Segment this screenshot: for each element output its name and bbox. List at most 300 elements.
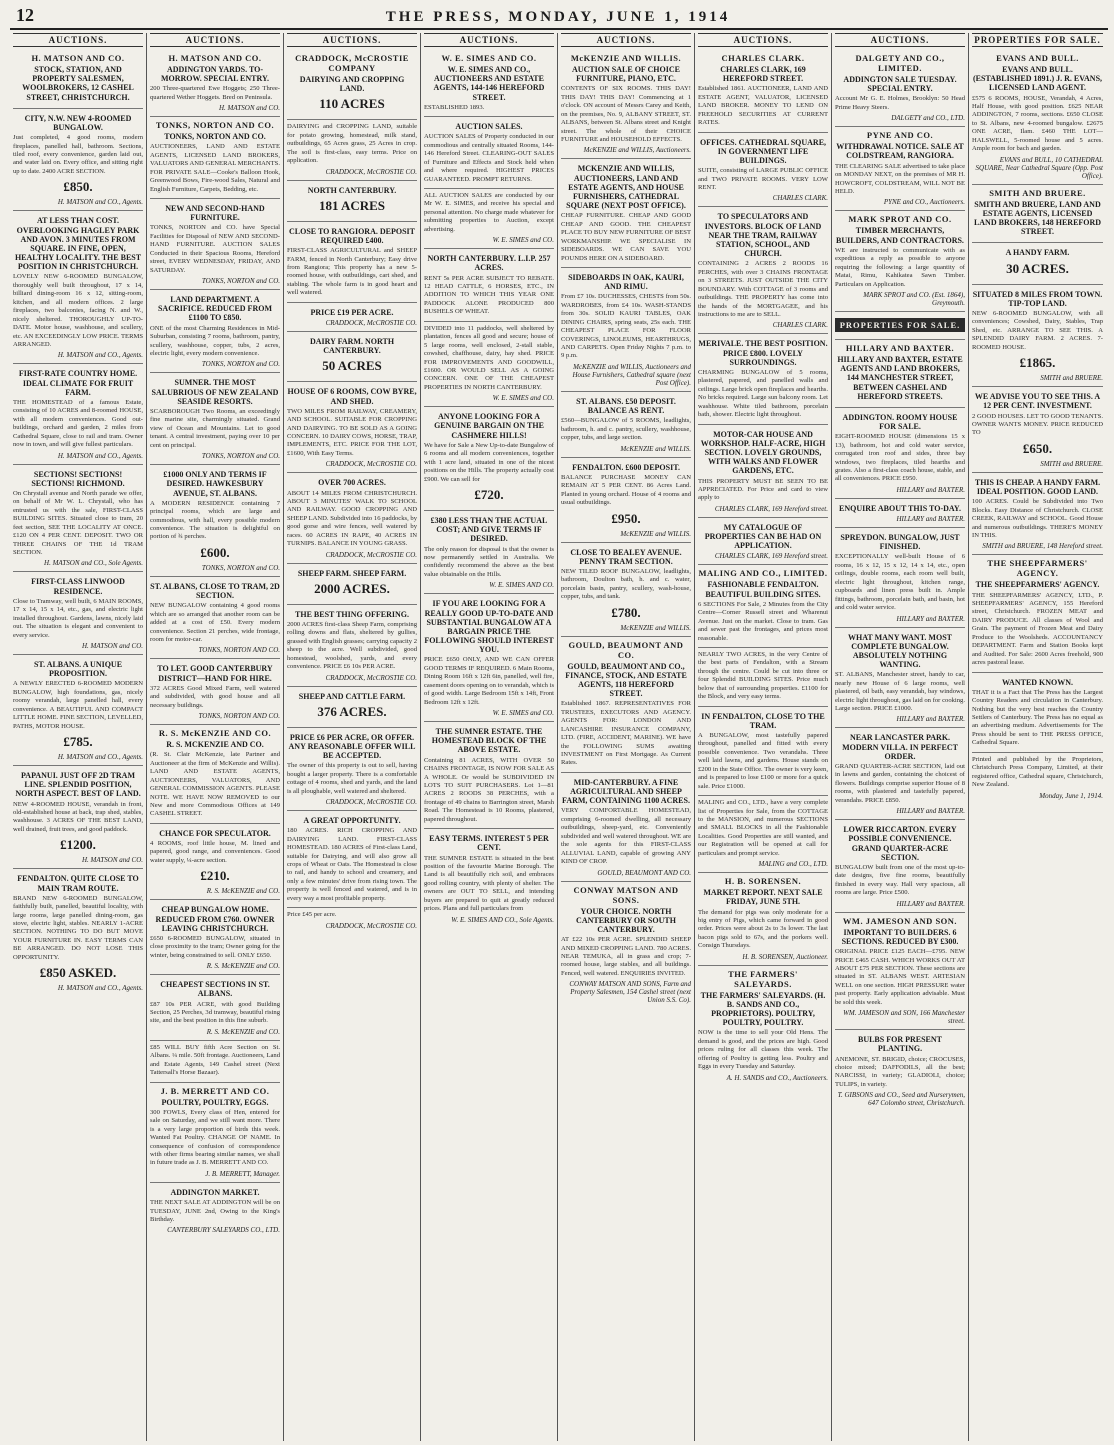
advertisement <box>835 628 965 729</box>
advertiser-name: HILLARY AND BAXTER. <box>845 342 955 353</box>
ad-headline: SIDEBOARDS IN OAK, KAURI, AND RIMU. <box>568 273 684 292</box>
advertisement <box>287 908 417 933</box>
ad-body: VERY COMFORTABLE HOMESTEAD, comprising 6-roomed dwelling, all necessary outbuildings, sheep-yard, etc. Conveniently subdivided and well watered throughout. WE are the sole agents for this FIRST-CLASS ALLUVIAL LAND, capable of growing ANY KIND OF CROP. <box>561 807 691 866</box>
ad-headline: GOULD, BEAUMONT AND CO., FINANCE, STOCK, AND ESTATE AGENTS, 118 HEREFORD STREET. <box>565 661 687 699</box>
ad-body: LOVELY NEW 6-ROOMED BUNGALOW, thoroughly well built throughout, 17 x 14, billiard dining-room 16 x 12, sitting-room, kitchen, and all modern offices. 2 large fireplaces, two balconies, facing N. and W., nicely sheltered. THOROUGHLY UP-TO-DATE. Motor house, washhouse, and scullery, etc. AN EXCEEDINGLY LOW PRICE. TERMS ARRANGED. <box>13 273 143 348</box>
advertiser-name: CONWAY MATSON AND SONS. <box>573 884 679 905</box>
column-header: PROPERTIES FOR SALE. <box>972 33 1103 47</box>
ad-body: ESTABLISHED 1893. <box>424 103 485 111</box>
ad-signature: H. B. SORENSEN, Auctioneer. <box>742 952 828 961</box>
ad-signature: R. S. McKENZIE and CO. <box>206 962 280 971</box>
advertisement <box>972 387 1103 473</box>
ad-headline: SMITH AND BRUERE, LAND AND ESTATE AGENTS, LICENSED LAND BROKERS, 148 HEREFORD STREET. <box>973 199 1102 237</box>
advertisement <box>972 243 1103 284</box>
ad-headline: NEAR LANCASTER PARK. MODERN VILLA. IN PERFECT ORDER. <box>842 733 958 761</box>
advertisement <box>972 50 1103 185</box>
ad-body: THAT it is a Fact that The Press has the Largest Country Readers and circulation in Canterbury. Nothing but the very best reaches the Country Settlers of Canterbury. The Press has no equal as an advertising medium. Advertisements for The Press should be sent to THE PRESS OFFICE, Cathedral Square. <box>972 688 1103 747</box>
ad-body: 2 GOOD HOUSES. LET TO GOOD TENANTS. OWNER WANTS MONEY. PRICE REDUCED TO <box>972 412 1103 437</box>
ad-signature: H. MATSON and CO., Sole Agents. <box>44 559 143 568</box>
ad-body: RENT 5s PER ACRE SUBJECT TO REBATE. 12 HEAD CATTLE, 6 HORSES, ETC., IN ADDITION TO WHICH THIS YEAR ONE PADDOCK ALONE PRODUCED 800 BUSHELS OF WHEAT. <box>424 274 554 316</box>
advertisement <box>698 133 828 208</box>
column-header: AUCTIONS. <box>13 33 143 47</box>
ad-headline: MID-CANTERBURY. A FINE AGRICULTURAL AND SHEEP FARM, CONTAINING 1100 ACRES. <box>562 777 690 806</box>
ad-body: AT £22 10s PER ACRE. SPLENDID SHEEP AND MIXED CROPPING LAND. 780 ACRES. NEAR TEMUKA, all in grass and crop; 7-roomed house, large stables, and all buildings. Fenced, well watered. ENQUIRIES INVITED. <box>561 936 691 977</box>
advertiser-name: CRADDOCK, McCROSTIE COMPANY <box>295 53 409 73</box>
ad-body: £87 10s PER ACRE, with good Building Section, 25 Perches, 3d tramway, beautiful rising site, and the best position in this fine suburb. <box>150 1000 280 1025</box>
advertiser-name: W. E. SIMES AND CO. <box>441 53 537 63</box>
ad-signature: W. E. SIMES and CO. <box>492 394 554 403</box>
ad-body: WE are instructed to communicate with as expeditious a reply as possible to anyone requiring the following: a large quantity of Matai, Rimu, Kahikatea Sawn Timber. Particulars on Application. <box>835 246 965 288</box>
ad-signature: W. E. SIMES AND CO. <box>489 581 554 590</box>
ad-headline: WHAT MANY WANT. MOST COMPLETE BUNGALOW. ABSOLUTELY NOTHING WANTING. <box>847 632 952 670</box>
advertisement <box>13 655 143 766</box>
advertisement <box>972 555 1103 672</box>
advertisement <box>835 211 965 312</box>
column-8 <box>969 33 1106 1441</box>
ad-headline: R. S. MCKENZIE AND CO. <box>166 740 264 750</box>
advertisement <box>424 50 554 117</box>
ad-signature: CRADDOCK, McCROSTIE CO. <box>325 318 417 327</box>
ad-price: £210. <box>200 868 230 884</box>
ad-price: £720. <box>474 487 504 502</box>
ad-body: DAIRYING and CROPPING LAND, suitable for potato growing, homestead, milk stand, outbuildings, 65 Acres grass, 25 Acres in crop. The soil is first-class, easy terms. Price on application. <box>287 123 417 165</box>
advertisement <box>150 975 280 1041</box>
ad-headline: £1000 ONLY AND TERMS IF DESIRED. HAWKESBURY AVENUE, ST. ALBANS. <box>163 470 267 498</box>
column-header: AUCTIONS. <box>835 33 965 47</box>
advertisement <box>287 382 417 473</box>
advertiser-name: MALING AND CO., LIMITED. <box>698 568 828 579</box>
ad-headline: CLOSE TO BEALEY AVENUE. PENNY TRAM SECTION. <box>570 547 682 566</box>
ad-signature: WM. JAMESON and SON, 166 Manchester street. <box>843 1009 965 1026</box>
advertisement <box>972 673 1103 753</box>
advertiser-name: H. MATSON AND CO. <box>31 53 125 63</box>
advertisement <box>287 120 417 180</box>
ad-body: BUNGALOW built from one of the most up-to-date designs, five fine rooms, beautifully finished in every way. Hall very spacious, all rooms are large. Price £500. <box>835 863 965 897</box>
advertisement <box>561 268 691 392</box>
ad-body: TONKS, NORTON and CO. have Special Facilities for Disposal of NEW AND SECOND-HAND FURNITURE. AUCTION SALES Conducted in their Spacious Rooms, Hereford street, EVERY WEDNESDAY, FRIDAY, AND SATURDAY. <box>150 224 280 274</box>
ad-headline: WANTED KNOWN. <box>1001 677 1074 687</box>
ad-body: 180 ACRES. RICH CROPPING AND DAIRYING LAND. FIRST-CLASS HOMESTEAD. 180 ACRES of First-class Land, suitable for Dairying, and will also grow all crops of Wheat or Oats. The Homestead is close to rail, and handy to school and creamery, and only a few minutes' drive from rising town. The property is well fenced and watered, and is in every way a most profitable property. <box>287 827 417 902</box>
ad-price: 2000 ACRES. <box>314 580 390 596</box>
advertisement <box>972 185 1103 244</box>
ad-price: £950. <box>611 510 641 526</box>
ad-body: NEARLY TWO ACRES, in the very Centre of the best parts of Fendalton, with a Stream through the centre. Could be cut into three or four Splendid BUILDING SITES. Price much below that of surrounding properties. £1100 for the Block, and very easy terms. <box>698 651 828 701</box>
ad-headline: LOWER RICCARTON. EVERY POSSIBLE CONVENIENCE. GRAND QUARTER-ACRE SECTION. <box>843 825 957 862</box>
ad-headline: PAPANUI. JUST OFF 2D TRAM LINE. SPLENDID POSITION, NORTH ASPECT. BEST OF LAND. <box>15 771 141 799</box>
ad-body: Established 1861. AUCTIONEER, LAND AND ESTATE AGENT, VALUATOR, LICENSED LAND BROKER. MONEY TO LEND ON FREEHOLD SECURITIES AT CURRENT RATES. <box>698 85 828 127</box>
advertisement <box>561 50 691 159</box>
ad-signature: T. GIBSONS and CO., Seed and Nurserymen, 647 Colombo street, Christchurch. <box>837 1091 965 1108</box>
ad-signature: H. MATSON and CO., Agents. <box>57 198 143 207</box>
ad-signature: HILLARY and BAXTER. <box>896 807 965 816</box>
ad-price: £785. <box>63 734 93 749</box>
ad-body: NEW TILED ROOF BUNGALOW, leadlights, bathroom, Doulton bath, h. and c. water, porcelain basin, pantry, scullery, wash-house, copper, tubs, and tank. <box>561 567 691 601</box>
ad-body: THE NEXT SALE AT ADDINGTON will be on TUESDAY, JUNE 2nd, Owing to the King's Birthday. <box>150 1199 280 1223</box>
advertisement <box>424 722 554 829</box>
ad-headline: PROPERTIES FOR SALE. <box>835 318 965 332</box>
ad-signature: H. MATSON and CO., Agents. <box>57 753 143 761</box>
ad-price: 376 ACRES. <box>317 703 387 719</box>
ad-headline: AUCTION SALE OF CHOICE FURNITURE, PIANO, ETC. <box>572 65 680 84</box>
advertisement <box>698 873 828 966</box>
ad-headline: STOCK, STATION, AND PROPERTY SALESMEN, WOOLBROKERS, 12 CASHEL STREET, CHRISTCHURCH. <box>22 65 134 102</box>
ad-price: 181 ACRES <box>318 197 386 213</box>
ad-body: SUITE, consisting of LARGE PUBLIC OFFICE and TWO PRIVATE ROOMS. VERY LOW RENT. <box>698 167 828 191</box>
page-number: 12 <box>16 5 34 25</box>
advertisement <box>287 473 417 563</box>
ad-body: The owner of this property is out to sell, having bought a larger property. There is a comfortable cottage of 4 rooms, shed and yards, and the land is all ploughable, well watered and sheltered. <box>287 762 417 795</box>
column-header: AUCTIONS. <box>424 33 554 47</box>
advertisement <box>698 565 828 648</box>
ad-signature: SMITH and BRUERE. <box>1040 374 1103 383</box>
advertisement <box>698 334 828 424</box>
ad-signature: HILLARY and BAXTER. <box>896 715 965 724</box>
ad-body: The demand for pigs was only moderate for a big entry of Pigs, which came forward in good order. Prices were about 2s to 3s lower. The last bacon pigs sold to 67s, and the porkers well. Consign Thursdays. <box>698 908 828 950</box>
ad-signature: TONKS, NORTON AND CO. <box>198 712 280 721</box>
ad-headline: FASHIONABLE FENDALTON. BEAUTIFUL BUILDING SITES. <box>705 580 821 599</box>
ad-signature: CHARLES CLARK. <box>772 321 828 330</box>
advertisement <box>424 249 554 322</box>
advertisement <box>835 50 965 127</box>
advertisement <box>561 458 691 543</box>
ad-body: We have for Sale a New Up-to-date Bungalow of 6 rooms and all modern conveniences, together with 1 acre land, situated in one of the nicest positions on the Hills. The property actually cost £900. We can sell for <box>424 441 554 483</box>
ad-headline: ANYONE LOOKING FOR A GENUINE BARGAIN ON THE CASHMERE HILLS! <box>434 412 544 440</box>
ad-body: Established 1867. REPRESENTATIVES FOR TRUSTEES, EXECUTORS AND AGENCY. AGENTS FOR: LONDON AND LANCASHIRE INSURANCE COMPANY, LTD. (FIRE, ACCIDENT, MARINE). WE have the FOLLOWING SUMS awaiting INVESTMENT on First Mortgage. As Current Rates. <box>561 700 691 767</box>
ad-signature: HILLARY and BAXTER. <box>896 515 965 524</box>
ad-headline: TO SPECULATORS AND INVESTORS. BLOCK OF LAND NEAR THE TRAM, RAILWAY STATION, SCHOOL, AND CHURCH. <box>704 212 822 259</box>
ad-signature: TONKS, NORTON and CO. <box>201 563 280 572</box>
ad-signature: TONKS, NORTON and CO. <box>201 452 280 461</box>
advertisement <box>150 117 280 199</box>
advertisement <box>150 373 280 465</box>
advertisement <box>150 659 280 725</box>
ad-headline: HOUSE OF 6 ROOMS, COW BYRE, AND SHED. <box>287 387 417 406</box>
ad-signature: H. MATSON and CO., Agents. <box>57 351 143 360</box>
ad-price: £850 ASKED. <box>39 965 117 981</box>
advertisement <box>698 648 828 707</box>
ad-body: NEW 4-ROOMED HOUSE, verandah in front, old-established house at back, trap shed, stables, washhouse. 3 ACRES OF THE BEST LAND, well drained, fruit trees, and good paddock. <box>13 800 143 833</box>
column-2 <box>147 33 284 1441</box>
ad-body: £650 6-ROOMED BUNGALOW, situated in close proximity to the tram; Owner going for the winter, being constrained to sell. ONLY £650. <box>150 934 280 959</box>
ad-headline: FIRST-RATE COUNTRY HOME. IDEAL CLIMATE FOR FRUIT FARM. <box>18 369 138 397</box>
ad-body: ONE of the most Charming Residences in Mid-Suburban, consisting 7 rooms, bathroom, pantry, scullery, washhouse, copper, tubs, 2 acres, electric light, every modern convenience. <box>150 324 280 357</box>
advertisement <box>150 1183 280 1239</box>
advertisement <box>424 407 554 511</box>
ad-signature: H. MATSON and CO. <box>82 642 143 650</box>
ad-headline: TO LET. GOOD CANTERBURY DISTRICT—HAND FOR HIRE. <box>157 664 273 683</box>
ad-signature: CRADDOCK, McCROSTIE CO. <box>325 673 417 682</box>
ad-price: £1200. <box>60 837 96 853</box>
ad-signature: J. B. MERRETT, Manager. <box>205 1169 280 1178</box>
ad-headline: W. E. SIMES AND CO., AUCTIONEERS AND ESTATE AGENTS, 144-146 HEREFORD STREET. <box>433 65 545 102</box>
ad-body: MALING and CO., LTD., have a very complete list of Properties for Sale, from the COTTAGE to the MANSION, and numerous SECTIONS and SMALL BLOCKS in all the Fashionable Localities. Good Properties are still wanted, and our Registration will be opened at call for particulars and prompt service. <box>698 799 828 857</box>
ad-body: ALL AUCTION SALES are conducted by our Mr W. E. SIMES, and receive his special and personal attention. No charge made whatever for submitting properties to Auction, except advertising. <box>424 192 554 233</box>
advertiser-name: EVANS AND BULL. <box>996 53 1079 63</box>
ad-body: 2000 ACRES first-class Sheep Farm, comprising rolling downs and flats, sheltered by gullies, grassed with English grasses; carrying capacity 2 sheep to the acre. Well subdivided, good homestead, woolshed, yards, and every convenience. PRICE £6 10s PER ACRE. <box>287 620 417 671</box>
advertisement <box>13 465 143 573</box>
columns-container <box>10 33 1108 1441</box>
advertisement <box>835 312 965 340</box>
ad-headline: ST. ALBANS. A UNIQUE PROPOSITION. <box>33 660 123 679</box>
ad-headline: EASY TERMS. INTEREST 5 PER CENT. <box>429 834 549 853</box>
ad-body: ORIGINAL PRICE £125 EACH—£795. NEW PRICE £465 CASH. WHICH WORKS OUT AT ABOUT £75 PER SECTION. These sections are situated in ST. ALBANS WEST. ARTESIAN WELL on one section. HIGH PRESSURE water past property. Early application advisable. Must be sold this week. <box>835 948 965 1006</box>
ad-headline: MOTOR-CAR HOUSE AND WORKSHOP. HALF-ACRE, HIGH SECTION. LOVELY GROUNDS, WITH WALKS AND FLOWER GARDENS, ETC. <box>700 429 826 476</box>
ad-signature: McKENZIE and WILLIS, Auctioneers and House Furnishers, Cathedral square (next Post Office). <box>572 362 691 387</box>
ad-body: NEW 6-ROOMED BUNGALOW, with all conveniences; Cowshed, Dairy, Stables, Trap Shed, etc. ARRANGE TO SEE THIS. A SPLENDID DAIRY FARM. 2 ACRES. 7-ROOMED HOUSE. <box>972 309 1103 351</box>
advertisement <box>835 408 965 499</box>
advertisement <box>287 605 417 687</box>
ad-body: Close to Tramway, well built, 6 MAIN ROOMS, 17 x 14, 15 x 14, etc., gas, and electric light installed throughout. Gardens, lawns, nicely laid out. The situation is elegant and convenient to every service. <box>13 597 143 639</box>
advertisement <box>835 1030 965 1111</box>
advertisement <box>698 207 828 334</box>
ad-headline: CHANCE FOR SPECULATOR. <box>159 828 271 838</box>
column-1 <box>10 33 147 1441</box>
ad-headline: ADDINGTON. ROOMY HOUSE FOR SALE. <box>842 412 958 432</box>
ad-headline: CHARLES CLARK, 169 HEREFORD STREET. <box>720 65 806 84</box>
ad-body: CHARMING BUNGALOW of 5 rooms, plastered, papered, and panelled walls and ceilings. Large brick open fireplaces and hearths. No bricks required. Large sun balcony room. Let washhouse. White tiled bathroom, porcelain bath, shower. Electric light throughout. <box>698 369 828 419</box>
column-header: AUCTIONS. <box>287 33 417 47</box>
ad-headline: MCKENZIE AND WILLIS, AUCTIONEERS, LAND AND ESTATE AGENTS, AND HOUSE FURNISHERS, CATHEDRAL SQUARE (NEXT POST OFFICE). <box>566 164 686 211</box>
advertisement <box>150 50 280 117</box>
advertisement <box>424 829 554 927</box>
advertisement <box>13 364 143 464</box>
column-3 <box>284 33 421 1441</box>
ad-headline: THE SHEEPFARMERS' AGENCY. <box>975 580 1100 590</box>
advertisement <box>287 303 417 332</box>
advertisement <box>287 687 417 728</box>
advertisement <box>561 543 691 637</box>
advertiser-name: THE FARMERS' SALEYARDS. <box>728 968 798 989</box>
ad-headline: OFFICES. CATHEDRAL SQUARE, IN GOVERNMENT LIFE BUILDINGS. <box>699 137 827 165</box>
ad-signature: CRADDOCK, McCROSTIE CO. <box>325 550 417 559</box>
ad-body: ANEMONE, ST. BRIGID, choice; CROCUSES, choice mixed; DAFFODILS, all the best; NARCISSI, in variety; GLADIOLI, choice; TULIPS, in variety. <box>835 1055 965 1088</box>
advertiser-name: H. MATSON AND CO. <box>168 53 262 63</box>
ad-signature: McKENZIE and WILLIS, Auctioneers. <box>583 146 691 155</box>
ad-headline: FENDALTON. £600 DEPOSIT. <box>572 462 680 472</box>
ad-body: THE SUMNER ESTATE is situated in the best position of the favourite Marine Borough. The Land is all beautifully rich soil, and embraces good rolling country, with plenty of shelter. The owners are OUT TO SELL, and intending buyers are prepared to quit at greatly reduced prices. Plans and full particulars from <box>424 854 554 913</box>
advertisement <box>561 773 691 882</box>
advertiser-name: GOULD, BEAUMONT AND CO. <box>568 639 684 660</box>
advertiser-name: DALGETY AND CO., LIMITED. <box>855 53 945 73</box>
ad-headline: AUCTION SALES. <box>455 122 523 132</box>
ad-signature: CANTERBURY SALEYARDS CO., LTD. <box>167 1226 280 1235</box>
advertisement <box>835 528 965 627</box>
advertisement <box>13 869 143 996</box>
ad-headline: SUMNER. THE MOST SALUBRIOUS OF NEW ZEALAND SEASIDE RESORTS. <box>151 378 279 406</box>
ad-body: 372 ACRES Good Mixed Farm, well watered and subdivided, with good house and all necessary buildings. <box>150 684 280 709</box>
advertisement <box>424 594 554 722</box>
masthead-title: THE PRESS, MONDAY, JUNE 1, 1914 <box>385 9 731 25</box>
ad-signature: HILLARY and BAXTER. <box>896 485 965 494</box>
column-4 <box>421 33 558 1441</box>
ad-body: Account Mr G. E. Holmes, Brooklyn: 50 Head Prime Heavy Steers. <box>835 95 965 111</box>
ad-headline: ST. ALBANS, CLOSE TO TRAM, 2D SECTION. <box>150 581 280 601</box>
advertisement <box>287 181 417 222</box>
advertisement <box>561 637 691 773</box>
ad-headline: OVER 700 ACRES. <box>318 478 386 488</box>
advertisement <box>150 824 280 901</box>
ad-body: AUCTION SALES of Property conducted in our commodious and centrally situated Rooms, 144-146 Hereford Street. CLEARING-OUT SALES of Furniture and Effects and Stock held when and where required. HIGHEST PRICES GUARANTEED. PROMPT RETURNS. <box>424 133 554 183</box>
column-header: AUCTIONS. <box>561 33 691 47</box>
advertiser-name: CHARLES CLARK. <box>721 53 805 63</box>
ad-headline: THE FARMERS' SALEYARDS. (H. B. SANDS AND CO., PROPRIETORS). POULTRY, POULTRY, POULTRY. <box>700 990 826 1028</box>
ad-signature: CRADDOCK, McCROSTIE CO. <box>325 921 417 930</box>
ad-headline: A HANDY FARM. <box>1005 248 1070 258</box>
ad-body: BRAND NEW 6-ROOMED BUNGALOW, faithfully built, panelled, beautiful locality, with large rooms, large panelled dining-room, gas stove, electric light, stables. NEARLY 1-ACRE SECTION. NOTHING TO DO BUT MOVE YOUR FURNITURE IN. EASY TERMS CAN BE ARRANGED. DO NOT LOSE THIS OPPORTUNITY. <box>13 894 143 961</box>
ad-price: 50 ACRES <box>322 358 382 374</box>
advertisement <box>561 882 691 1009</box>
ad-body: FIRST-CLASS AGRICULTURAL and SHEEP FARM, fenced in North Canterbury; Easy drive from Rangiora; This property has a new 5-roomed house, with outbuildings, cart shed, and stabling. The whole farm is in good heart and well watered. <box>287 247 417 297</box>
ad-body: A NEWLY ERECTED 6-ROOMED MODERN BUNGALOW, high foundations, gas, nicely roomy verandah, large panelled hall, every convenience. A BEAUTIFUL AND COMPACT LITTLE HOME. FINE SECTION, LEVELLED, PATHS, MOTOR HOUSE. <box>13 680 143 730</box>
ad-signature: W. E. SIMES AND CO., Sole Agents. <box>451 915 554 924</box>
advertisement <box>424 511 554 594</box>
ad-headline: HILLARY AND BAXTER, ESTATE AGENTS AND LAND BROKERS, 144 MANCHESTER STREET, BETWEEN CASHEL AND HEREFORD STREETS. <box>837 354 963 401</box>
advertisement <box>424 117 554 189</box>
ad-body: From £7 10s. DUCHESSES, CHESTS from 50s. WARDROBES, from £4 10s. WASH-STANDS from 30s. SOLID KAURI TABLES, OAK DINING CHAIRS, spring seats, 25s each. THE CHEAPEST PLACE FOR FLOOR COVERINGS, LINOLEUMS, HEARTHRUGS, AND CARPETS. Open Friday Nights 7 p.m. to 9 p.m. <box>561 293 691 360</box>
ad-headline: £380 LESS THAN THE ACTUAL COST; AND GIVE TERMS IF DESIRED. <box>430 516 548 544</box>
ad-signature: H. MATSON and CO. <box>82 856 143 865</box>
advertisement <box>150 1041 280 1083</box>
ad-headline: EVANS AND BULL. (ESTABLISHED 1891.) J. R. EVANS, LICENSED LAND AGENT. <box>972 65 1103 93</box>
advertisement <box>287 222 417 303</box>
ad-headline: THE BEST THING OFFERING. <box>295 609 409 619</box>
advertisement <box>561 159 691 268</box>
ad-body: CONTAINING 2 ACRES 2 ROODS 16 PERCHES, with over 3 CHAINS FRONTAGE on 3 STREETS. JUST OUTSIDE THE CITY BOUNDARY. With COTTAGE of 3 rooms and outbuildings. THE PROPERTY has come into the hands of the MORTGAGEE, and his instructions to me are to SELL. <box>698 260 828 318</box>
advertisement <box>13 50 143 109</box>
advertisement <box>835 820 965 913</box>
advertisement <box>698 518 828 566</box>
ad-headline: ADDINGTON SALE TUESDAY. SPECIAL ENTRY. <box>843 75 957 94</box>
ad-headline: IN FENDALTON, CLOSE TO THE TRAM. <box>701 711 825 730</box>
ad-headline: MERIVALE. THE BEST POSITION. PRICE £800. LOVELY SURROUNDINGS. <box>698 339 828 367</box>
ad-body: Containing 81 ACRES, WITH OVER 50 CHAINS FRONTAGE, IS NOW FOR SALE AS A WHOLE. Or would be SUBDIVIDED IN LOTS TO SUIT PURCHASERS. Lot 1—81 ACRES 2 ROODS 38 PERCHES, with a frontage of 49 chains to Barrington street, Marsh Road. The Homestead is 10 Rooms, plastered, papered throughout. <box>424 756 554 823</box>
ad-signature: H. MATSON and CO. <box>219 104 280 113</box>
ad-body: Printed and published by the Proprietors, Christchurch Press Company, Limited, at their registered office, Cathedral square, Christchurch, New Zealand. <box>972 755 1103 789</box>
ad-body: GRAND QUARTER-ACRE SECTION, laid out in lawns and garden, containing the choicest of flowers. Buildings comprise superior House of 8 rooms, with plastered and tastefully papered, verandahs. PRICE £850. <box>835 763 965 804</box>
column-6 <box>695 33 832 1441</box>
ad-headline: TIMBER MERCHANTS, BUILDERS, AND CONTRACTORS. <box>836 226 964 245</box>
ad-signature: SMITH and BRUERE. <box>1040 459 1103 468</box>
ad-signature: CONWAY MATSON AND SONS, Farm and Property Salesmen, 154 Cashel street (next Union S.S. Co). <box>569 980 691 1005</box>
advertisement <box>287 332 417 382</box>
ad-body: 300 FOWLS, Every class of Hen, entered for sale on Saturday, and we still want more. There is a very large proportion of birds this week. Wanted Fat Poultry. CHANGE OF NAME. In consequence of confusion of correspondence with other firms bearing similar names, we shall in future trade as J. B. MERRETT AND CO. <box>150 1108 280 1167</box>
ad-signature: CRADDOCK, McCROSTIE CO. <box>325 167 417 176</box>
advertisement <box>835 340 965 408</box>
ad-headline: THE SUMNER ESTATE. THE HOMESTEAD BLOCK OF THE ABOVE ESTATE. <box>431 727 547 755</box>
ad-headline: NEW AND SECOND-HAND FURNITURE. <box>165 204 265 223</box>
column-header: AUCTIONS. <box>698 33 828 47</box>
ad-headline: IMPORTANT TO BUILDERS. 6 SECTIONS. REDUCED BY £300. <box>841 927 959 946</box>
ad-price: £650. <box>1022 440 1053 456</box>
advertisement <box>972 285 1103 388</box>
advertisement <box>150 1083 280 1183</box>
ad-signature: MALING and CO., LTD. <box>758 860 828 869</box>
advertiser-name: WM. JAMESON AND SON. <box>842 915 958 926</box>
ad-headline: SECTIONS! SECTIONS! SECTIONS! RICHMOND. <box>31 469 125 488</box>
ad-body: THE CLEARING SALE advertised to take place on MONDAY NEXT, on the premises of MR H. HOWCROFT, COLDSTREAM, WILL NOT BE HELD. <box>835 162 965 195</box>
ad-signature: R. S. McKENZIE and CO. <box>206 1027 280 1036</box>
ad-signature: HILLARY and BAXTER. <box>896 614 965 623</box>
ad-headline: A GREAT OPPORTUNITY. <box>303 816 401 826</box>
ad-body: ABOUT 14 MILES FROM CHRISTCHURCH. ABOUT 3 MINUTES' WALK TO SCHOOL AND RAILWAY. GOOD CROPPING AND SHEEP LAND. Subdivided into 16 paddocks, by good gorse and wire fences, well watered by races. 60 ACRES IN RAPE, 40 ACRES IN TURNIPS. BALANCE IN YOUNG GRASS. <box>287 489 417 548</box>
advertisement <box>287 50 417 120</box>
ad-body: CHEAP FURNITURE. CHEAP AND GOOD CHEAP AND GOOD. THE CHEAPEST PLACE TO BUY NEW FURNITURE OF BEST WORKMANSHIP. WE SPECIALISE IN SIDEBOARDS. WE CAN SAVE YOU POUNDS HERE ON A SIDEBOARD. <box>561 212 691 262</box>
ad-signature: McKENZIE and WILLIS. <box>620 623 691 632</box>
column-7 <box>832 33 969 1441</box>
ad-headline: SHEEP AND CATTLE FARM. <box>298 691 406 701</box>
ad-headline: WITHDRAWAL NOTICE. SALE AT COLDSTREAM, RANGIORA. <box>836 142 964 161</box>
ad-price: £850. <box>63 179 93 195</box>
ad-body: THE HOMESTEAD of a famous Estate, consisting of 10 ACRES and 8-roomed HOUSE, with all modern conveniences. Good out-buildings, orchard and garden, 2 miles from Cathedral Square, close to rail and tram. Owner now in town, and will give fullest particulars. <box>13 398 143 449</box>
ad-signature: DALGETY and CO., LTD. <box>891 114 965 123</box>
ad-headline: NORTH CANTERBURY. L.I.P. 257 ACRES. <box>427 254 551 273</box>
ad-body: NOW is the time to sell your Old Hens. The demand is good, and the prices are high. Good prices ruling for all classes this week. The offering of Poultry is getting less. Poultry and Eggs in every Tuesday and Saturday. <box>698 1029 828 1071</box>
advertiser-name: R. S. McKENZIE AND CO. <box>158 728 272 739</box>
ad-headline: SPREYDON. BUNGALOW, JUST FINISHED. <box>840 533 960 552</box>
ad-body: THIS PROPERTY MUST BE SEEN TO BE APPRECIATED. For Price and card to view apply to <box>698 477 828 502</box>
ad-body: £575 6 ROOMS, HOUSE, Verandah, 4 Acres, Half House, with good position. £625 NEAR ADDINGTON, 7 rooms, sections. £650 CLOSE to St. Albans, new 4-roomed bungalow. £2675 ONE ACRE, Ilam. £460 THE LOT—HALSWELL, 5-roomed house and 5 acres. Ample room for bach and garden. <box>972 94 1103 153</box>
ad-signature: CHARLES CLARK, 169 Hereford street. <box>714 504 828 513</box>
ad-signature: GOULD, BEAUMONT AND CO. <box>597 868 691 877</box>
ad-headline: CITY, N.W. NEW 4-ROOMED BUNGALOW. <box>24 113 132 132</box>
ad-signature: R. S. McKENZIE and CO. <box>206 887 280 896</box>
advertisement <box>835 499 965 528</box>
ad-signature: MARK SPROT and CO. (Est. 1864), Greymouth. <box>863 290 965 307</box>
advertisement <box>150 577 280 660</box>
ad-headline: SHEEP FARM. SHEEP FARM. <box>297 568 407 578</box>
column-header: AUCTIONS. <box>150 33 280 47</box>
advertisement <box>698 50 828 133</box>
ad-headline: MY CATALOGUE OF PROPERTIES CAN BE HAD ON APPLICATION. <box>704 522 822 551</box>
advertiser-name: PYNE AND CO. <box>866 130 934 141</box>
advertisement <box>835 913 965 1030</box>
ad-body: £560—BUNGALOW of 5 ROOMS, leadlights, bathroom, h. and c. pantry, scullery, washhouse, copper, tubs, and large section. <box>561 417 691 442</box>
ad-headline: CLOSE TO RANGIORA. DEPOSIT REQUIRED £400. <box>289 226 415 245</box>
ad-headline: FIRST-CLASS LINWOOD RESIDENCE. <box>31 577 125 596</box>
ad-signature: TONKS, NORTON and CO. <box>201 360 280 369</box>
ad-body: CONTENTS OF SIX ROOMS. THIS DAY! THIS DAY! THIS DAY! Commencing at 1 o'clock. ON account of Messrs Carey and Keith, on the premises, No. 9, ALBANY STREET, ST. ALBANS, between St. Albans street and Knight street. The whole of their CHOICE FURNITURE and HOUSEHOLD EFFECTS. <box>561 85 691 143</box>
ad-headline: TONKS, NORTON AND CO. <box>164 132 266 142</box>
ad-signature: A. H. SANDS and CO., Auctioneers. <box>726 1073 828 1082</box>
advertiser-name: H. B. SORENSEN. <box>724 876 802 887</box>
ad-price: 30 ACRES. <box>1006 260 1069 276</box>
ad-body: DIVIDED into 11 paddocks, well sheltered by plantation, fences all good and secure; house of 5 large rooms, well enclosed, 2-stall stable, cowshed, chaffhouse, dairy, hay shed. PRICE FOR IMPROVEMENTS AND GOODWILL, £1600. OR WOULD SELL AS A GOING CONCERN. ONE OF THE CHEAPEST PROPERTIES IN NORTH CANTERBURY. <box>424 324 554 391</box>
advertisement <box>150 199 280 290</box>
ad-headline: BULBS FOR PRESENT PLANTING. <box>857 1035 943 1054</box>
ad-signature: W. E. SIMES and CO. <box>492 709 554 718</box>
ad-body: EXCEPTIONALLY well-built House of 6 rooms, 16 x 12, 15 x 12, 14 x 14, etc., open ceilings, double rooms, each room well built, electric light throughout, kitchen range, cupboards and linen press built in. Ample fittings, bathroom, porcelain bath, and basin, hot and cold water service. <box>835 553 965 612</box>
ad-signature: CRADDOCK, McCROSTIE CO. <box>325 798 417 807</box>
ad-signature: SMITH and BRUERE, 148 Hereford street. <box>982 542 1103 551</box>
advertisement <box>698 966 828 1086</box>
ad-signature: CHARLES CLARK, 169 Hereford street. <box>714 552 828 561</box>
ad-signature: HILLARY and BAXTER. <box>896 899 965 908</box>
advertisement <box>835 127 965 211</box>
advertisement <box>287 728 417 811</box>
ad-headline: SITUATED 8 MILES FROM TOWN. TIP-TOP LAND. <box>972 289 1103 308</box>
advertisement <box>287 811 417 908</box>
advertisement <box>150 290 280 373</box>
ad-body: SCARBOROUGH Two Rooms, an exceedingly fine marine site, charmingly situated. Grand view of Ocean and Mountains. Let to good tenant. A central investment, paying over 10 per cent on principal. <box>150 407 280 449</box>
ad-headline: ADDINGTON MARKET. <box>170 1187 260 1197</box>
ad-body: EIGHT-ROOMED HOUSE (dimensions 15 x 13), bathroom, hot and cold water service, corrugated iron roof and sides, three bay windows, two fireplaces, tiled hearths and grates. Also a first-class coach house, stable, and all conveniences. PRICE £950. <box>835 433 965 483</box>
ad-signature: H. MATSON and CO., Agents. <box>57 451 143 460</box>
ad-body: 200 Three-quartered Ewe Hoggets; 250 Three-quartered Wether Hoggets. Bred on Peninsula. <box>150 85 280 101</box>
ad-signature: TONKS, NORTON AND CO. <box>198 646 280 655</box>
ad-headline: ADDINGTON YARDS. TO-MORROW. SPECIAL ENTRY. <box>160 65 270 84</box>
ad-signature: CHARLES CLARK. <box>772 194 828 203</box>
advertiser-name: SMITH AND BRUERE. <box>989 187 1086 198</box>
